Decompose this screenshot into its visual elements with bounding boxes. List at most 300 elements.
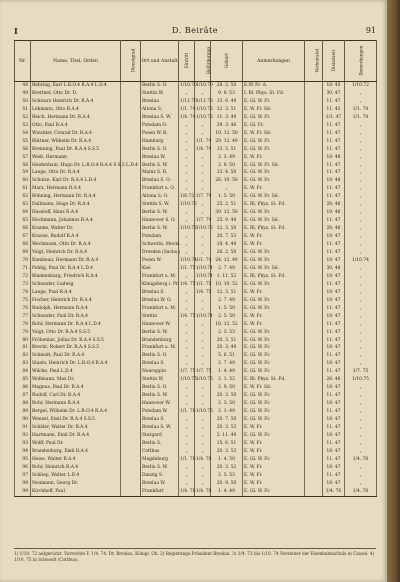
row-notes: „ bbox=[345, 297, 377, 305]
row-rank bbox=[121, 146, 141, 154]
row-notes: „ bbox=[345, 321, 377, 329]
row-entry: 1/10.70 bbox=[180, 83, 197, 88]
table-row bbox=[15, 352, 377, 360]
table-row bbox=[15, 337, 377, 345]
row-name: Kranke, Walter Dr. bbox=[31, 225, 121, 233]
row-promotion: „ bbox=[195, 122, 211, 130]
row-remarks: E. W. Fr. bbox=[243, 472, 305, 480]
row-promotion: 1/10.74 bbox=[196, 313, 213, 319]
row-birth: 2. 11. 49 bbox=[211, 432, 243, 440]
row-service: 11. 47 bbox=[323, 98, 345, 106]
table-row bbox=[15, 289, 377, 297]
row-notes: „ bbox=[345, 265, 377, 273]
row-entry: 1/1. 75 bbox=[180, 265, 196, 271]
row-location: Berlin S. O. bbox=[141, 384, 179, 392]
row-promotion: 1/7. 75 bbox=[196, 369, 212, 375]
row-remarks: E. W. Fr. Sd. bbox=[243, 130, 305, 138]
row-remarks: E. Gl. W. Fr. bbox=[243, 98, 305, 106]
table-row bbox=[15, 241, 377, 249]
row-married bbox=[305, 352, 323, 360]
row-married bbox=[305, 281, 323, 289]
row-promotion: 1/1. 74 bbox=[196, 138, 212, 144]
row-entry: „ bbox=[179, 130, 195, 138]
table-row bbox=[15, 265, 377, 273]
row-birth: 2. 7. 49 bbox=[211, 360, 243, 368]
header-volume: I bbox=[14, 26, 18, 36]
table-row bbox=[15, 233, 377, 241]
row-promotion: 1/4. 76 bbox=[196, 456, 212, 462]
table-row bbox=[15, 313, 377, 321]
row-service: 11. 47 bbox=[323, 329, 345, 337]
row-notes: „ bbox=[345, 273, 377, 281]
row-location: Potsdam W. bbox=[141, 408, 179, 416]
row-number: 76 bbox=[15, 305, 31, 313]
row-birth: 13. 4. 50 bbox=[211, 169, 243, 177]
row-notes: „ bbox=[345, 329, 377, 337]
row-notes: „ bbox=[345, 344, 377, 352]
row-rank bbox=[121, 432, 141, 440]
row-promotion: „ bbox=[195, 169, 211, 177]
row-name: Schäfer, Walter Dr. R.A.4 bbox=[31, 424, 121, 432]
row-entry: „ bbox=[179, 352, 195, 360]
ledger-body bbox=[15, 82, 377, 497]
row-birth: 1. 11. 52 bbox=[211, 273, 243, 281]
row-birth: 20. 3. 49 bbox=[211, 344, 243, 352]
row-service: 18. 47 bbox=[323, 289, 345, 297]
row-number: 83 bbox=[15, 360, 31, 368]
row-location: Berlin S. O. bbox=[141, 352, 179, 360]
row-entry: „ bbox=[179, 344, 195, 352]
row-service: 11. 47 bbox=[323, 352, 345, 360]
row-name: Hartmann, Emil Dr. R.A.4 bbox=[31, 432, 121, 440]
table-row bbox=[15, 432, 377, 440]
row-remarks: E. Gl. W. Fr. bbox=[243, 456, 305, 464]
col-header-entry: Eintritt bbox=[179, 41, 195, 82]
table-row bbox=[15, 472, 377, 480]
row-number: 86 bbox=[15, 384, 31, 392]
row-married bbox=[305, 289, 323, 297]
row-married bbox=[305, 464, 323, 472]
row-entry: „ bbox=[179, 400, 195, 408]
row-married bbox=[305, 488, 323, 496]
row-location: Dresden (Sachs.) bbox=[142, 250, 181, 256]
row-service: 11. 47 bbox=[323, 185, 345, 193]
row-number: 88 bbox=[15, 400, 31, 408]
row-birth: 24. 12. 49 bbox=[211, 257, 243, 265]
row-birth: 29. 12. 49 bbox=[211, 138, 243, 146]
row-number: 53 bbox=[15, 122, 31, 130]
row-promotion: „ bbox=[195, 241, 211, 249]
footnote: 1) 1/10. 72 aufgerückt. Vorrechte F. 1/4. 74. Dr. Breslau, Königl. Ob. 2) Regierungs-Präsident Breslau. 3) 1/4. 73 bis 1/10. 74 Vorsteher der Eisenbahnschule in Cassel. 4) 1/10. 75 in Schwedt (Cottbus). bbox=[14, 548, 376, 563]
row-name: Rohr, Hermann Dr. R.A.4 L.D.4 bbox=[31, 321, 121, 329]
row-promotion: 1/7. 74 bbox=[196, 194, 212, 200]
row-entry: 1/1. 74 bbox=[180, 106, 196, 112]
row-entry: „ bbox=[179, 297, 195, 305]
row-entry: „ bbox=[179, 273, 195, 281]
row-service: 1/4. 76 bbox=[323, 488, 345, 496]
row-location: Frankfurt a. O. bbox=[141, 185, 179, 193]
row-entry: „ bbox=[179, 162, 195, 170]
row-birth: 1. 4. 49 bbox=[211, 488, 243, 496]
row-birth: „ bbox=[211, 185, 243, 193]
row-rank bbox=[121, 480, 141, 488]
row-number: 63 bbox=[15, 201, 31, 209]
row-remarks: E. Rl. Phys. St. Fd. bbox=[243, 273, 305, 281]
row-name: Otto, Paul R.A.4 bbox=[31, 122, 121, 130]
row-married bbox=[305, 193, 323, 201]
row-married bbox=[305, 201, 323, 209]
row-promotion: „ bbox=[195, 201, 211, 209]
row-remarks: E. W. Fr. bbox=[243, 185, 305, 193]
row-location: Posen W. B. bbox=[141, 130, 179, 138]
row-promotion: 1/10.74 bbox=[196, 265, 213, 271]
row-location: Breslau S. bbox=[141, 416, 179, 424]
row-promotion: 1/10.72 bbox=[196, 114, 213, 120]
header-section-title: D. Beiräte bbox=[172, 26, 218, 35]
row-number: 82 bbox=[15, 352, 31, 360]
row-rank bbox=[121, 177, 141, 185]
row-promotion: „ bbox=[195, 448, 211, 456]
row-notes: „ bbox=[345, 193, 377, 201]
row-location: Berlin S. W. bbox=[141, 392, 179, 400]
row-location: Berlin S. W. bbox=[141, 329, 179, 337]
row-promotion: „ bbox=[195, 185, 211, 193]
row-location: Königsberg i. Pr. bbox=[142, 281, 179, 287]
row-location: Altona S. O. bbox=[141, 193, 179, 201]
row-entry: „ bbox=[179, 337, 195, 345]
row-service: 18. 47 bbox=[323, 313, 345, 321]
table-row bbox=[15, 225, 377, 233]
table-row bbox=[15, 201, 377, 209]
row-rank bbox=[121, 217, 141, 225]
row-entry: „ bbox=[179, 154, 195, 162]
row-notes: „ bbox=[345, 233, 377, 241]
row-location: Breslau W. O. bbox=[141, 297, 179, 305]
row-name: Kirchhoff, Paul bbox=[31, 488, 121, 496]
row-married bbox=[305, 130, 323, 138]
table-row bbox=[15, 448, 377, 456]
row-service: 11. 47 bbox=[323, 130, 345, 138]
row-location: Breslau S. W. bbox=[141, 114, 179, 122]
row-birth: 1. 5. 50 bbox=[211, 193, 243, 201]
row-notes: „ bbox=[345, 217, 377, 225]
row-entry: „ bbox=[179, 360, 195, 368]
row-birth: 20. 3. 50 bbox=[211, 392, 243, 400]
row-remarks: E. Gl. W. Fr. bbox=[243, 138, 305, 146]
row-location: Stettin W. bbox=[141, 90, 179, 98]
row-married bbox=[305, 368, 323, 376]
row-married bbox=[305, 106, 323, 114]
row-notes: 1/10.75 bbox=[345, 376, 377, 384]
row-married bbox=[305, 472, 323, 480]
row-promotion: „ bbox=[195, 154, 211, 162]
row-rank bbox=[121, 488, 141, 496]
row-name: Lehmann, Otto R.A.4 bbox=[31, 106, 121, 114]
row-notes: „ bbox=[345, 289, 377, 297]
book-spine bbox=[387, 0, 400, 582]
table-row bbox=[15, 329, 377, 337]
row-service: 18. 47 bbox=[323, 384, 345, 392]
row-service: 18. 47 bbox=[323, 464, 345, 472]
row-notes: 1/1. 74 bbox=[345, 106, 377, 114]
table-row bbox=[15, 130, 377, 138]
row-notes: „ bbox=[345, 472, 377, 480]
row-entry: „ bbox=[179, 384, 195, 392]
row-notes: „ bbox=[345, 416, 377, 424]
row-service: 18. 47 bbox=[323, 344, 345, 352]
row-location: Breslau W. bbox=[141, 480, 179, 488]
row-promotion: „ bbox=[195, 472, 211, 480]
row-married bbox=[305, 337, 323, 345]
row-rank bbox=[121, 344, 141, 352]
row-notes: „ bbox=[345, 169, 377, 177]
row-notes: „ bbox=[345, 408, 377, 416]
row-entry: 1/6.72 bbox=[180, 194, 195, 200]
table-row bbox=[15, 114, 377, 122]
row-birth: 2. 1. 49 bbox=[211, 408, 243, 416]
row-notes: „ bbox=[345, 464, 377, 472]
table-row bbox=[15, 384, 377, 392]
row-location: Kiel bbox=[141, 265, 179, 273]
row-remarks: E. W. Fr. bbox=[243, 480, 305, 488]
row-promotion: „ bbox=[195, 440, 211, 448]
row-location: Potsdam O. bbox=[141, 122, 179, 130]
row-number: 93 bbox=[15, 440, 31, 448]
row-entry: 1/10.72 bbox=[180, 226, 197, 232]
row-birth: 2. 3. 53 bbox=[211, 329, 243, 337]
row-rank bbox=[121, 376, 141, 384]
row-name: Wenzel, Emil Dr. R.A.4 S.S.5 bbox=[31, 416, 121, 424]
row-married bbox=[305, 114, 323, 122]
row-location: Hannover W. bbox=[141, 400, 179, 408]
row-service: 11. 47 bbox=[323, 424, 345, 432]
table-row bbox=[15, 138, 377, 146]
row-location: Berlin S. W. bbox=[141, 225, 179, 233]
row-location: Frankfurt a. M. bbox=[141, 305, 179, 313]
row-promotion: „ bbox=[195, 233, 211, 241]
row-married bbox=[305, 392, 323, 400]
row-promotion: 1/10.70 bbox=[196, 83, 213, 88]
row-entry: „ bbox=[179, 122, 195, 130]
table-row bbox=[15, 217, 377, 225]
row-promotion: „ bbox=[195, 297, 211, 305]
row-entry: „ bbox=[179, 432, 195, 440]
row-entry: „ bbox=[179, 177, 195, 185]
row-name: Pohlig, Paul Dr. R.A.4 L.D.4 bbox=[31, 265, 121, 273]
row-notes: „ bbox=[345, 424, 377, 432]
row-birth: 29. 3. 46 bbox=[211, 122, 243, 130]
row-promotion: 1/10.75 bbox=[196, 377, 213, 383]
row-service: 18. 47 bbox=[323, 448, 345, 456]
row-notes: 1/10.74 bbox=[345, 257, 377, 265]
row-birth: 9. 8. 53 bbox=[211, 90, 243, 98]
row-number: 79 bbox=[15, 329, 31, 337]
row-notes: 1/4. 76 bbox=[345, 488, 377, 496]
row-remarks: E. Gl. W. Fr. bbox=[243, 360, 305, 368]
row-remarks: E. W. Fr. bbox=[243, 424, 305, 432]
row-rank bbox=[121, 313, 141, 321]
row-rank bbox=[121, 114, 141, 122]
row-name: Brandenburg, Emil R.A.4 bbox=[31, 448, 121, 456]
row-married bbox=[305, 400, 323, 408]
row-rank bbox=[121, 122, 141, 130]
row-service: 11. 47 bbox=[323, 305, 345, 313]
row-promotion: „ bbox=[195, 464, 211, 472]
table-row bbox=[15, 456, 377, 464]
row-married bbox=[305, 98, 323, 106]
row-service: 18. 47 bbox=[323, 400, 345, 408]
row-number: 57 bbox=[15, 154, 31, 162]
row-entry: 1/7. 75 bbox=[180, 369, 196, 375]
row-service: 19. 46 bbox=[323, 209, 345, 217]
row-birth: 2. 3. 49 bbox=[211, 154, 243, 162]
row-service: 18. 47 bbox=[323, 233, 345, 241]
row-number: 77 bbox=[15, 313, 31, 321]
row-name: Reich, Hermann Dr. R.A.4 bbox=[31, 114, 121, 122]
row-service: 18. 48 bbox=[323, 177, 345, 185]
row-notes: „ bbox=[345, 185, 377, 193]
row-rank bbox=[121, 130, 141, 138]
row-rank bbox=[121, 352, 141, 360]
row-promotion: „ bbox=[195, 384, 211, 392]
row-promotion: 1/4. 76 bbox=[195, 488, 211, 496]
row-name: Lange, Otto Dr. R.A.4 bbox=[31, 169, 121, 177]
row-promotion: 1/10.75 bbox=[196, 409, 213, 415]
row-notes: „ bbox=[345, 337, 377, 345]
row-rank bbox=[121, 185, 141, 193]
row-notes: „ bbox=[345, 400, 377, 408]
row-service: 11. 47 bbox=[323, 472, 345, 480]
table-row bbox=[15, 154, 377, 162]
row-rank bbox=[121, 193, 141, 201]
row-entry: „ bbox=[179, 146, 195, 154]
row-location: Cottbus bbox=[141, 448, 179, 456]
row-number: 56 bbox=[15, 146, 31, 154]
row-remarks: E. Rl. Phys. St. Fd. bbox=[243, 376, 305, 384]
row-location: Hannover S. O. bbox=[141, 217, 179, 225]
row-number: 51 bbox=[15, 106, 31, 114]
row-location: Danzig S. bbox=[141, 472, 179, 480]
row-entry: „ bbox=[179, 416, 195, 424]
row-married bbox=[305, 416, 323, 424]
row-location: Berlin S. W. bbox=[141, 209, 179, 217]
row-birth: 2. 7. 49 bbox=[211, 265, 243, 273]
row-entry: „ bbox=[179, 209, 195, 217]
row-location: Breslau S. bbox=[141, 360, 179, 368]
row-number: 94 bbox=[15, 448, 31, 456]
row-notes: „ bbox=[345, 146, 377, 154]
row-remarks: E. W. Fr. bbox=[243, 321, 305, 329]
header-page-number: 91 bbox=[365, 26, 376, 35]
row-married bbox=[305, 122, 323, 130]
row-rank bbox=[121, 225, 141, 233]
row-name: Fischer, Heinrich Dr. R.A.4 bbox=[31, 297, 121, 305]
row-promotion: 1/1. 75 bbox=[196, 281, 212, 287]
row-number: 74 bbox=[15, 289, 31, 297]
row-remarks: E. Gl. W. Fr. bbox=[243, 249, 305, 257]
table-row bbox=[15, 297, 377, 305]
table-row bbox=[15, 281, 377, 289]
table-row bbox=[15, 416, 377, 424]
row-rank bbox=[121, 400, 141, 408]
row-entry: „ bbox=[179, 305, 195, 313]
row-notes: „ bbox=[345, 432, 377, 440]
row-birth: 26. 2. 50 bbox=[211, 249, 243, 257]
row-name: Voigt, Otto Dr. R.A.4 S.S.5 bbox=[31, 329, 121, 337]
row-birth: 30. 12. 50 bbox=[211, 209, 243, 217]
table-row bbox=[15, 440, 377, 448]
row-remarks: E. Gl. W. Fr. bbox=[243, 392, 305, 400]
row-name: Rudolf, Carl Dr. R.A.4 bbox=[31, 392, 121, 400]
row-rank bbox=[121, 392, 141, 400]
row-married bbox=[305, 162, 323, 170]
row-location: Berlin S. O. bbox=[141, 146, 179, 154]
row-remarks: E. Gl. Fr. bbox=[243, 122, 305, 130]
row-notes: „ bbox=[345, 241, 377, 249]
row-entry: „ bbox=[179, 249, 195, 257]
row-location: Breslau bbox=[141, 98, 179, 106]
row-remarks: E. Gl. W. Fr. bbox=[243, 305, 305, 313]
row-promotion: „ bbox=[195, 305, 211, 313]
row-promotion: „ bbox=[195, 321, 211, 329]
row-number: 67 bbox=[15, 233, 31, 241]
row-birth: 25. 9. 49 bbox=[211, 217, 243, 225]
row-birth: 20. 7. 53 bbox=[211, 233, 243, 241]
row-rank bbox=[121, 456, 141, 464]
row-service: 11. 47 bbox=[323, 392, 345, 400]
row-rank bbox=[121, 169, 141, 177]
row-name: Wechmann, Otto Dr. R.A.4 bbox=[31, 241, 121, 249]
row-location: Altona S. bbox=[141, 106, 179, 114]
row-number: 62 bbox=[15, 193, 31, 201]
row-promotion: „ bbox=[195, 209, 211, 217]
row-married bbox=[305, 225, 323, 233]
row-service: 11. 47 bbox=[323, 146, 345, 154]
row-location: Breslau S. W. bbox=[141, 424, 179, 432]
row-notes: „ bbox=[345, 249, 377, 257]
row-name: Wolff, Paul Dr. bbox=[31, 440, 121, 448]
row-number: 96 bbox=[15, 464, 31, 472]
col-header-location: Ort und Anstalt bbox=[141, 41, 179, 82]
row-promotion: 1/7. 74 bbox=[196, 218, 212, 224]
row-number: 64 bbox=[15, 209, 31, 217]
row-notes: 1/4. 76 bbox=[345, 456, 377, 464]
row-name: Rebring, Karl L.R.O.4 R.A.4 L.D.4 bbox=[31, 82, 121, 90]
row-rank bbox=[121, 360, 141, 368]
table-row bbox=[15, 392, 377, 400]
row-birth: 13. 5. 51 bbox=[211, 146, 243, 154]
row-name: Hochmann, Johannes R.A.4 bbox=[31, 217, 121, 225]
row-location: Hamburg bbox=[141, 138, 179, 146]
table-row bbox=[15, 177, 377, 185]
row-name: Marx, Hermann R.A.4 bbox=[31, 185, 121, 193]
row-name: Bergel, Wilhelm Dr. L.R.O.4 R.A.4 bbox=[31, 408, 121, 416]
row-number: 59 bbox=[15, 169, 31, 177]
row-married bbox=[305, 273, 323, 281]
row-remarks: E. Gl. W. Fr. bbox=[243, 297, 305, 305]
row-name: Wilcke, Paul L.D.4 bbox=[31, 368, 121, 376]
row-service: 11. 42 bbox=[323, 106, 345, 114]
row-service: 18. 47 bbox=[323, 480, 345, 488]
row-name: Heise, Walter R.A.4 bbox=[31, 456, 121, 464]
row-name: Böhning, Hermann Dr. R.A.4 bbox=[31, 193, 121, 201]
row-birth: 12. 3. 51 bbox=[211, 106, 243, 114]
table-row bbox=[15, 193, 377, 201]
table-row bbox=[15, 90, 377, 98]
row-married bbox=[305, 82, 323, 90]
row-notes: „ bbox=[345, 177, 377, 185]
row-notes: „ bbox=[345, 98, 377, 106]
